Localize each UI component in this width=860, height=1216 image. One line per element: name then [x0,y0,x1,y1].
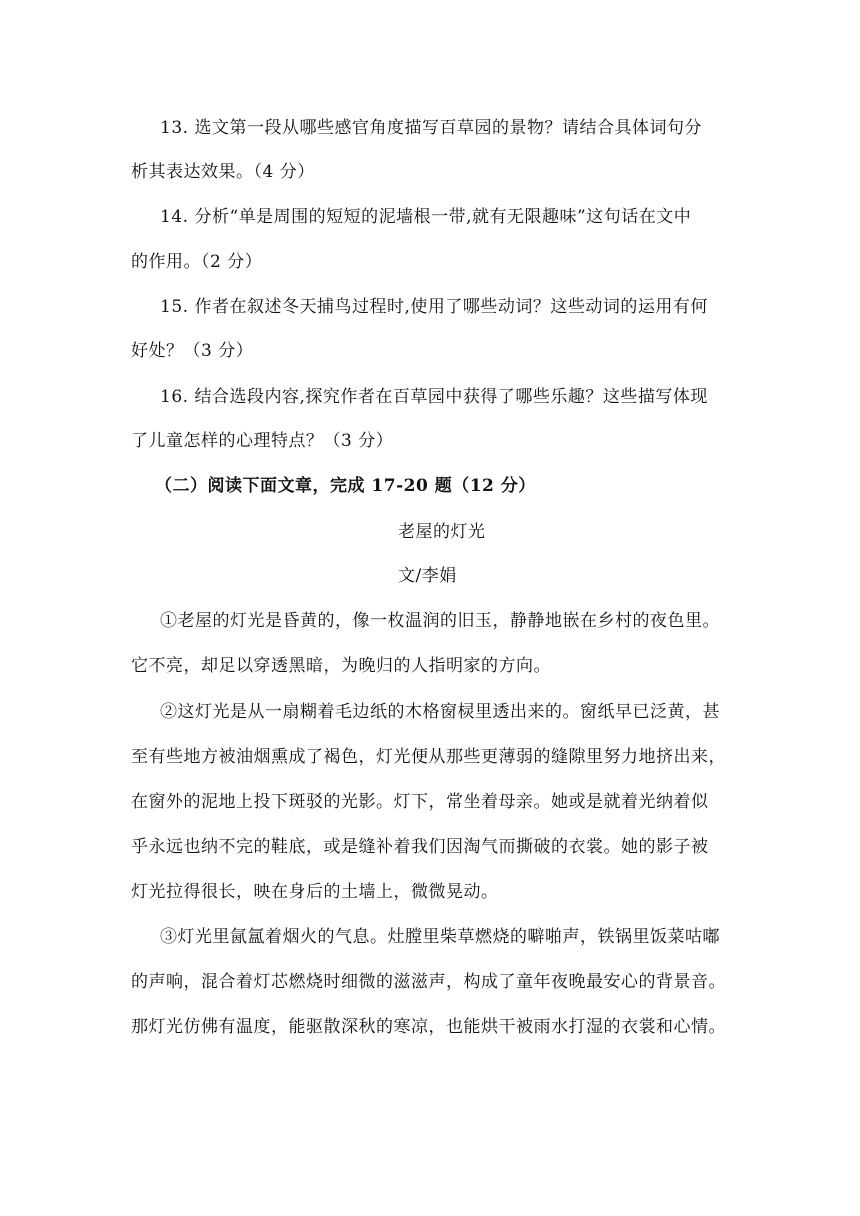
question-13-line-2: 析其表达效果。（4 分） [131,162,315,182]
question-13-line-1: 13. 选文第一段从哪些感官角度描写百草园的景物？请结合具体词句分 [160,118,702,138]
question-14-line-1: 14. 分析“单是周围的短短的泥墙根一带,就有无限趣味”这句话在文中 [160,207,692,227]
question-15-line-2: 好处？（3 分） [131,341,254,361]
section-heading: （二）阅读下面文章，完成 17-20 题（12 分） [155,476,536,496]
paragraph-1-line-1: ①老屋的灯光是昏黄的，像一枚温润的旧玉，静静地嵌在乡村的夜色里。 [160,611,720,631]
question-15-line-1: 15. 作者在叙述冬天捕鸟过程时,使用了哪些动词？这些动词的运用有何 [160,297,708,317]
paragraph-2-line-5: 灯光拉得很长，映在身后的土墙上，微微晃动。 [131,882,499,902]
question-14-line-2: 的作用。（2 分） [131,252,263,272]
paragraph-1-line-2: 它不亮，却足以穿透黑暗，为晚归的人指明家的方向。 [131,656,551,676]
question-16-line-1: 16. 结合选段内容,探究作者在百草园中获得了哪些乐趣？这些描写体现 [160,387,708,407]
article-author: 文/李娟 [398,566,457,586]
paragraph-2-line-3: 在窗外的泥地上投下斑驳的光影。灯下，常坐着母亲。她或是就着光纳着似 [131,792,709,812]
paragraph-3-line-1: ③灯光里氤氲着烟火的气息。灶膛里柴草燃烧的噼啪声，铁锅里饭菜咕嘟 [160,927,720,947]
paragraph-2-line-4: 乎永远也纳不完的鞋底，或是缝补着我们因淘气而撕破的衣裳。她的影子被 [131,837,709,857]
article-title: 老屋的灯光 [398,522,486,542]
paragraph-3-line-2: 的声响，混合着灯芯燃烧时细微的滋滋声，构成了童年夜晚最安心的背景音。 [131,972,726,992]
question-16-line-2: 了儿童怎样的心理特点？（3 分） [131,431,394,451]
paragraph-3-line-3: 那灯光仿佛有温度，能驱散深秋的寒凉，也能烘干被雨水打湿的衣裳和心情。 [131,1017,726,1037]
paragraph-2-line-2: 至有些地方被油烟熏成了褐色，灯光便从那些更薄弱的缝隙里努力地挤出来， [131,747,726,767]
paragraph-2-line-1: ②这灯光是从一扇糊着毛边纸的木格窗棂里透出来的。窗纸早已泛黄，甚 [160,702,720,722]
